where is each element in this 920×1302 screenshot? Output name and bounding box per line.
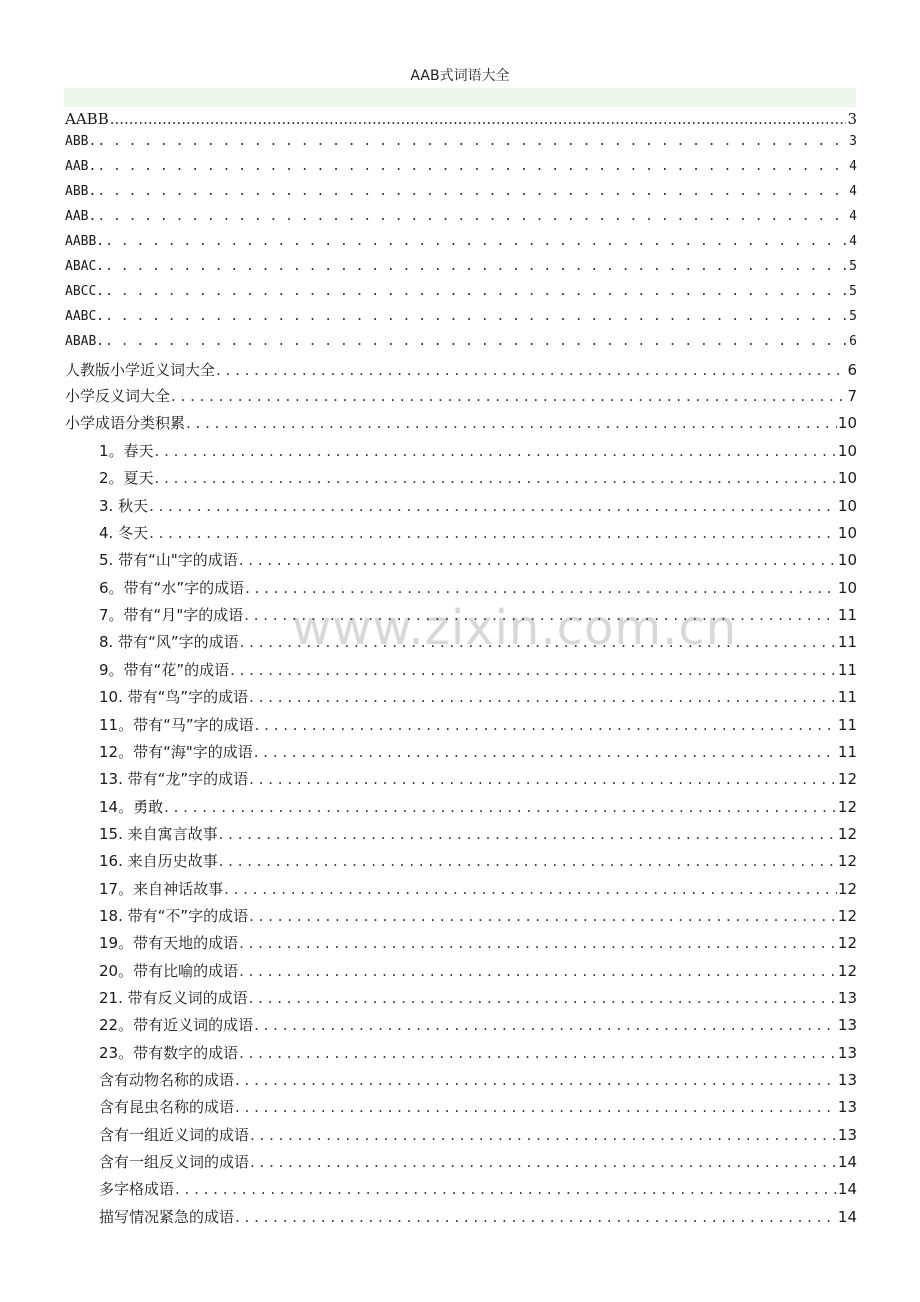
toc-leader-dots bbox=[175, 1180, 837, 1198]
toc-entry[interactable] bbox=[65, 412, 857, 433]
toc-entry-page-number: 12 bbox=[837, 879, 857, 898]
toc-entry[interactable] bbox=[99, 467, 857, 488]
toc-entry-page-number: 11 bbox=[837, 633, 857, 652]
toc-entry-page-number: 12 bbox=[837, 770, 857, 789]
toc-leader-dots bbox=[245, 579, 837, 597]
toc-leader-dots bbox=[219, 825, 837, 843]
toc-entry-label: 含有昆虫名称的成语 bbox=[99, 1098, 235, 1117]
toc-entry[interactable] bbox=[65, 284, 857, 299]
toc-leader-dots bbox=[105, 309, 848, 324]
toc-leader-dots bbox=[110, 110, 847, 128]
toc-leader-dots bbox=[149, 524, 837, 542]
toc-entry[interactable] bbox=[99, 714, 857, 735]
toc-entry-page-number: 12 bbox=[837, 961, 857, 980]
toc-leader-dots bbox=[105, 284, 848, 299]
toc-entry[interactable] bbox=[65, 184, 857, 199]
toc-entry-page-number: 5 bbox=[849, 309, 857, 324]
toc-entry-page-number: 10 bbox=[837, 414, 857, 432]
toc-leader-dots bbox=[235, 1071, 837, 1089]
toc-entry[interactable] bbox=[65, 259, 857, 274]
toc-entry-label: 16. 来自历史故事 bbox=[99, 852, 218, 871]
toc-leader-dots bbox=[239, 962, 837, 980]
toc-leader-dots bbox=[249, 989, 837, 1007]
toc-leader-dots bbox=[254, 743, 837, 761]
toc-entry-page-number: 10 bbox=[837, 469, 857, 488]
toc-leader-dots bbox=[105, 259, 848, 274]
toc-leader-dots bbox=[97, 184, 848, 199]
toc-leader-dots bbox=[255, 716, 837, 734]
toc-entry-page-number: 7 bbox=[847, 387, 857, 405]
toc-entry[interactable] bbox=[99, 850, 857, 871]
toc-entry[interactable] bbox=[99, 577, 857, 598]
toc-entry-label: 10. 带有“鸟”字的成语 bbox=[99, 688, 249, 707]
toc-entry-label: 描写情况紧急的成语 bbox=[99, 1207, 235, 1226]
toc-leader-dots bbox=[171, 387, 846, 405]
toc-entry-label: 小学反义词大全 bbox=[65, 387, 171, 405]
toc-entry[interactable] bbox=[65, 309, 857, 324]
toc-entry[interactable] bbox=[99, 549, 857, 570]
toc-leader-dots bbox=[244, 606, 837, 624]
toc-entry-label: 6。带有“水”字的成语 bbox=[99, 578, 245, 597]
toc-entry-label: 9。带有“花”的成语 bbox=[99, 660, 230, 679]
toc-entry[interactable] bbox=[99, 1096, 857, 1117]
toc-entry-label: 12。带有“海"字的成语 bbox=[99, 742, 253, 761]
toc-entry-label: 17。来自神话故事 bbox=[99, 879, 224, 898]
toc-leader-dots bbox=[249, 907, 837, 925]
toc-leader-dots bbox=[250, 1126, 837, 1144]
toc-entry-page-number: 11 bbox=[837, 688, 857, 707]
toc-entry-page-number: 11 bbox=[837, 660, 857, 679]
toc-entry-label: 21. 带有反义词的成语 bbox=[99, 989, 248, 1007]
toc-entry-label: 14。勇敢 bbox=[99, 797, 164, 816]
toc-entry[interactable] bbox=[99, 1206, 857, 1227]
toc-entry-page-number: 10 bbox=[837, 578, 857, 597]
toc-leader-dots bbox=[155, 442, 837, 460]
toc-entry-label: 11。带有“马”字的成语 bbox=[99, 715, 254, 734]
toc-entry-label: 22。带有近义词的成语 bbox=[99, 1016, 254, 1035]
toc-entry-label: 18. 带有“不”字的成语 bbox=[99, 906, 249, 925]
toc-entry[interactable] bbox=[65, 110, 857, 128]
toc-entry[interactable] bbox=[65, 359, 857, 380]
toc-entry-label: 8. 带有“风”字的成语 bbox=[99, 633, 239, 652]
toc-entry[interactable] bbox=[99, 796, 857, 817]
toc-leader-dots bbox=[249, 688, 837, 706]
toc-entry[interactable] bbox=[99, 1014, 857, 1035]
toc-entry-page-number: 12 bbox=[837, 797, 857, 816]
toc-entry[interactable] bbox=[99, 686, 857, 707]
toc-leader-dots bbox=[186, 414, 837, 432]
toc-leader-dots bbox=[155, 469, 837, 487]
toc-entry-label: 1。春天 bbox=[99, 442, 154, 460]
toc-leader-dots bbox=[250, 1153, 837, 1171]
toc-entry[interactable] bbox=[99, 905, 857, 926]
toc-entry-page-number: 13 bbox=[837, 1098, 857, 1117]
toc-entry-label: 含有一组近义词的成语 bbox=[99, 1125, 250, 1144]
toc-entry[interactable] bbox=[65, 209, 857, 224]
toc-entry-label: 人教版小学近义词大全 bbox=[65, 361, 216, 379]
toc-entry[interactable] bbox=[99, 495, 857, 516]
toc-entry-label: AABB bbox=[65, 110, 109, 128]
toc-leader-dots bbox=[97, 209, 848, 224]
page-title: AAB式词语大全 bbox=[410, 68, 510, 84]
toc-entry[interactable] bbox=[99, 1124, 857, 1145]
toc-entry-page-number: 13 bbox=[837, 1125, 857, 1144]
toc-entry-page-number: 10 bbox=[837, 524, 857, 543]
toc-entry[interactable] bbox=[99, 878, 857, 899]
toc-entry-label: 2。夏天 bbox=[99, 469, 154, 488]
toc-entry[interactable] bbox=[99, 823, 857, 844]
toc-entry[interactable] bbox=[99, 768, 857, 789]
toc-entry-page-number: 4 bbox=[849, 184, 857, 199]
toc-entry-page-number: 13 bbox=[837, 989, 857, 1007]
toc-entry-label: ABCC. bbox=[65, 284, 105, 299]
toc-entry-label: AAB. bbox=[65, 209, 97, 224]
toc-entry[interactable] bbox=[65, 134, 857, 149]
toc-entry-page-number: 11 bbox=[837, 742, 857, 761]
toc-entry-page-number: 3 bbox=[847, 110, 857, 128]
toc-entry-page-number: 4 bbox=[849, 209, 857, 224]
toc-entry-label: ABB. bbox=[65, 134, 97, 149]
toc-entry[interactable] bbox=[99, 522, 857, 543]
toc-entry-label: 15. 来自寓言故事 bbox=[99, 824, 218, 843]
toc-entry[interactable] bbox=[65, 334, 857, 349]
toc-entry-label: 小学成语分类积累 bbox=[65, 414, 186, 432]
toc-entry-label: 3. 秋天 bbox=[99, 496, 149, 515]
toc-entry-label: 含有一组反义词的成语 bbox=[99, 1153, 250, 1172]
toc-entry[interactable] bbox=[99, 631, 857, 652]
toc-entry-label: AABC. bbox=[65, 309, 105, 324]
toc-leader-dots bbox=[239, 934, 837, 952]
toc-entry-page-number: 13 bbox=[837, 1071, 857, 1090]
toc-entry-label: ABB. bbox=[65, 184, 97, 199]
toc-entry-page-number: 6 bbox=[847, 361, 857, 379]
toc-leader-dots bbox=[219, 852, 837, 870]
toc-entry-page-number: 12 bbox=[837, 824, 857, 843]
watermark: www.zixin.com.cn bbox=[292, 600, 738, 656]
toc-entry[interactable] bbox=[99, 1069, 857, 1090]
toc-entry-page-number: 12 bbox=[837, 934, 857, 953]
toc-entry[interactable] bbox=[99, 659, 857, 680]
toc-entry[interactable] bbox=[65, 385, 857, 406]
toc-entry-page-number: 12 bbox=[837, 906, 857, 925]
toc-entry-page-number: 13 bbox=[837, 1016, 857, 1035]
toc-entry-label: 23。带有数字的成语 bbox=[99, 1043, 239, 1062]
toc-entry-page-number: 5 bbox=[849, 284, 857, 299]
toc-entry-label: 20。带有比喻的成语 bbox=[99, 961, 239, 980]
toc-entry-page-number: 4 bbox=[849, 234, 857, 249]
toc-leader-dots bbox=[249, 770, 837, 788]
toc-entry-label: ABAC. bbox=[65, 259, 105, 274]
toc-entry[interactable] bbox=[99, 440, 857, 461]
toc-entry-page-number: 14 bbox=[837, 1153, 857, 1172]
toc-leader-dots bbox=[105, 334, 848, 349]
toc-leader-dots bbox=[216, 361, 846, 379]
header-band bbox=[64, 88, 856, 107]
toc-leader-dots bbox=[235, 1098, 837, 1116]
toc-entry[interactable] bbox=[99, 1151, 857, 1172]
toc-entry[interactable] bbox=[99, 1042, 857, 1063]
toc-entry[interactable] bbox=[65, 159, 857, 174]
toc-leader-dots bbox=[149, 497, 837, 515]
toc-leader-dots bbox=[239, 551, 837, 569]
toc-entry-page-number: 10 bbox=[837, 442, 857, 460]
toc-entry[interactable] bbox=[99, 1178, 857, 1199]
toc-entry[interactable] bbox=[99, 960, 857, 981]
toc-leader-dots bbox=[97, 134, 848, 149]
toc-entry[interactable] bbox=[65, 234, 857, 249]
toc-entry[interactable] bbox=[99, 932, 857, 953]
toc-leader-dots bbox=[235, 1208, 837, 1226]
toc-entry-label: 5. 带有“山"字的成语 bbox=[99, 551, 238, 570]
toc-entry-label: 7。带有“月"字的成语 bbox=[99, 606, 244, 625]
toc-entry-label: AABB. bbox=[65, 234, 105, 249]
toc-entry-page-number: 3 bbox=[849, 134, 857, 149]
toc-leader-dots bbox=[105, 234, 848, 249]
toc-entry[interactable] bbox=[99, 604, 857, 625]
toc-entry[interactable] bbox=[99, 741, 857, 762]
toc-leader-dots bbox=[240, 633, 837, 651]
toc-entry-label: 含有动物名称的成语 bbox=[99, 1071, 235, 1090]
toc-entry-label: ABAB. bbox=[65, 334, 105, 349]
toc-entry-page-number: 6 bbox=[849, 334, 857, 349]
toc-entry-page-number: 4 bbox=[849, 159, 857, 174]
toc-leader-dots bbox=[254, 1016, 837, 1034]
toc-entry-page-number: 14 bbox=[837, 1180, 857, 1199]
toc-leader-dots bbox=[230, 661, 837, 679]
toc-entry-page-number: 11 bbox=[837, 606, 857, 625]
toc-leader-dots bbox=[97, 159, 848, 174]
toc-leader-dots bbox=[224, 880, 837, 898]
toc-entry-label: 4. 冬天 bbox=[99, 524, 149, 543]
toc-entry-label: 19。带有天地的成语 bbox=[99, 934, 239, 953]
toc-entry-label: AAB. bbox=[65, 159, 97, 174]
toc-leader-dots bbox=[164, 798, 837, 816]
toc-entry-page-number: 11 bbox=[837, 715, 857, 734]
toc-entry-page-number: 13 bbox=[837, 1043, 857, 1062]
toc-entry-page-number: 5 bbox=[849, 259, 857, 274]
toc-entry[interactable] bbox=[99, 987, 857, 1008]
toc-entry-label: 多字格成语 bbox=[99, 1180, 175, 1199]
toc-entry-page-number: 12 bbox=[837, 852, 857, 871]
toc-entry-page-number: 10 bbox=[837, 551, 857, 570]
toc-leader-dots bbox=[239, 1044, 837, 1062]
toc-entry-page-number: 10 bbox=[837, 496, 857, 515]
toc-entry-label: 13. 带有“龙”字的成语 bbox=[99, 770, 249, 789]
toc-entry-page-number: 14 bbox=[837, 1207, 857, 1226]
